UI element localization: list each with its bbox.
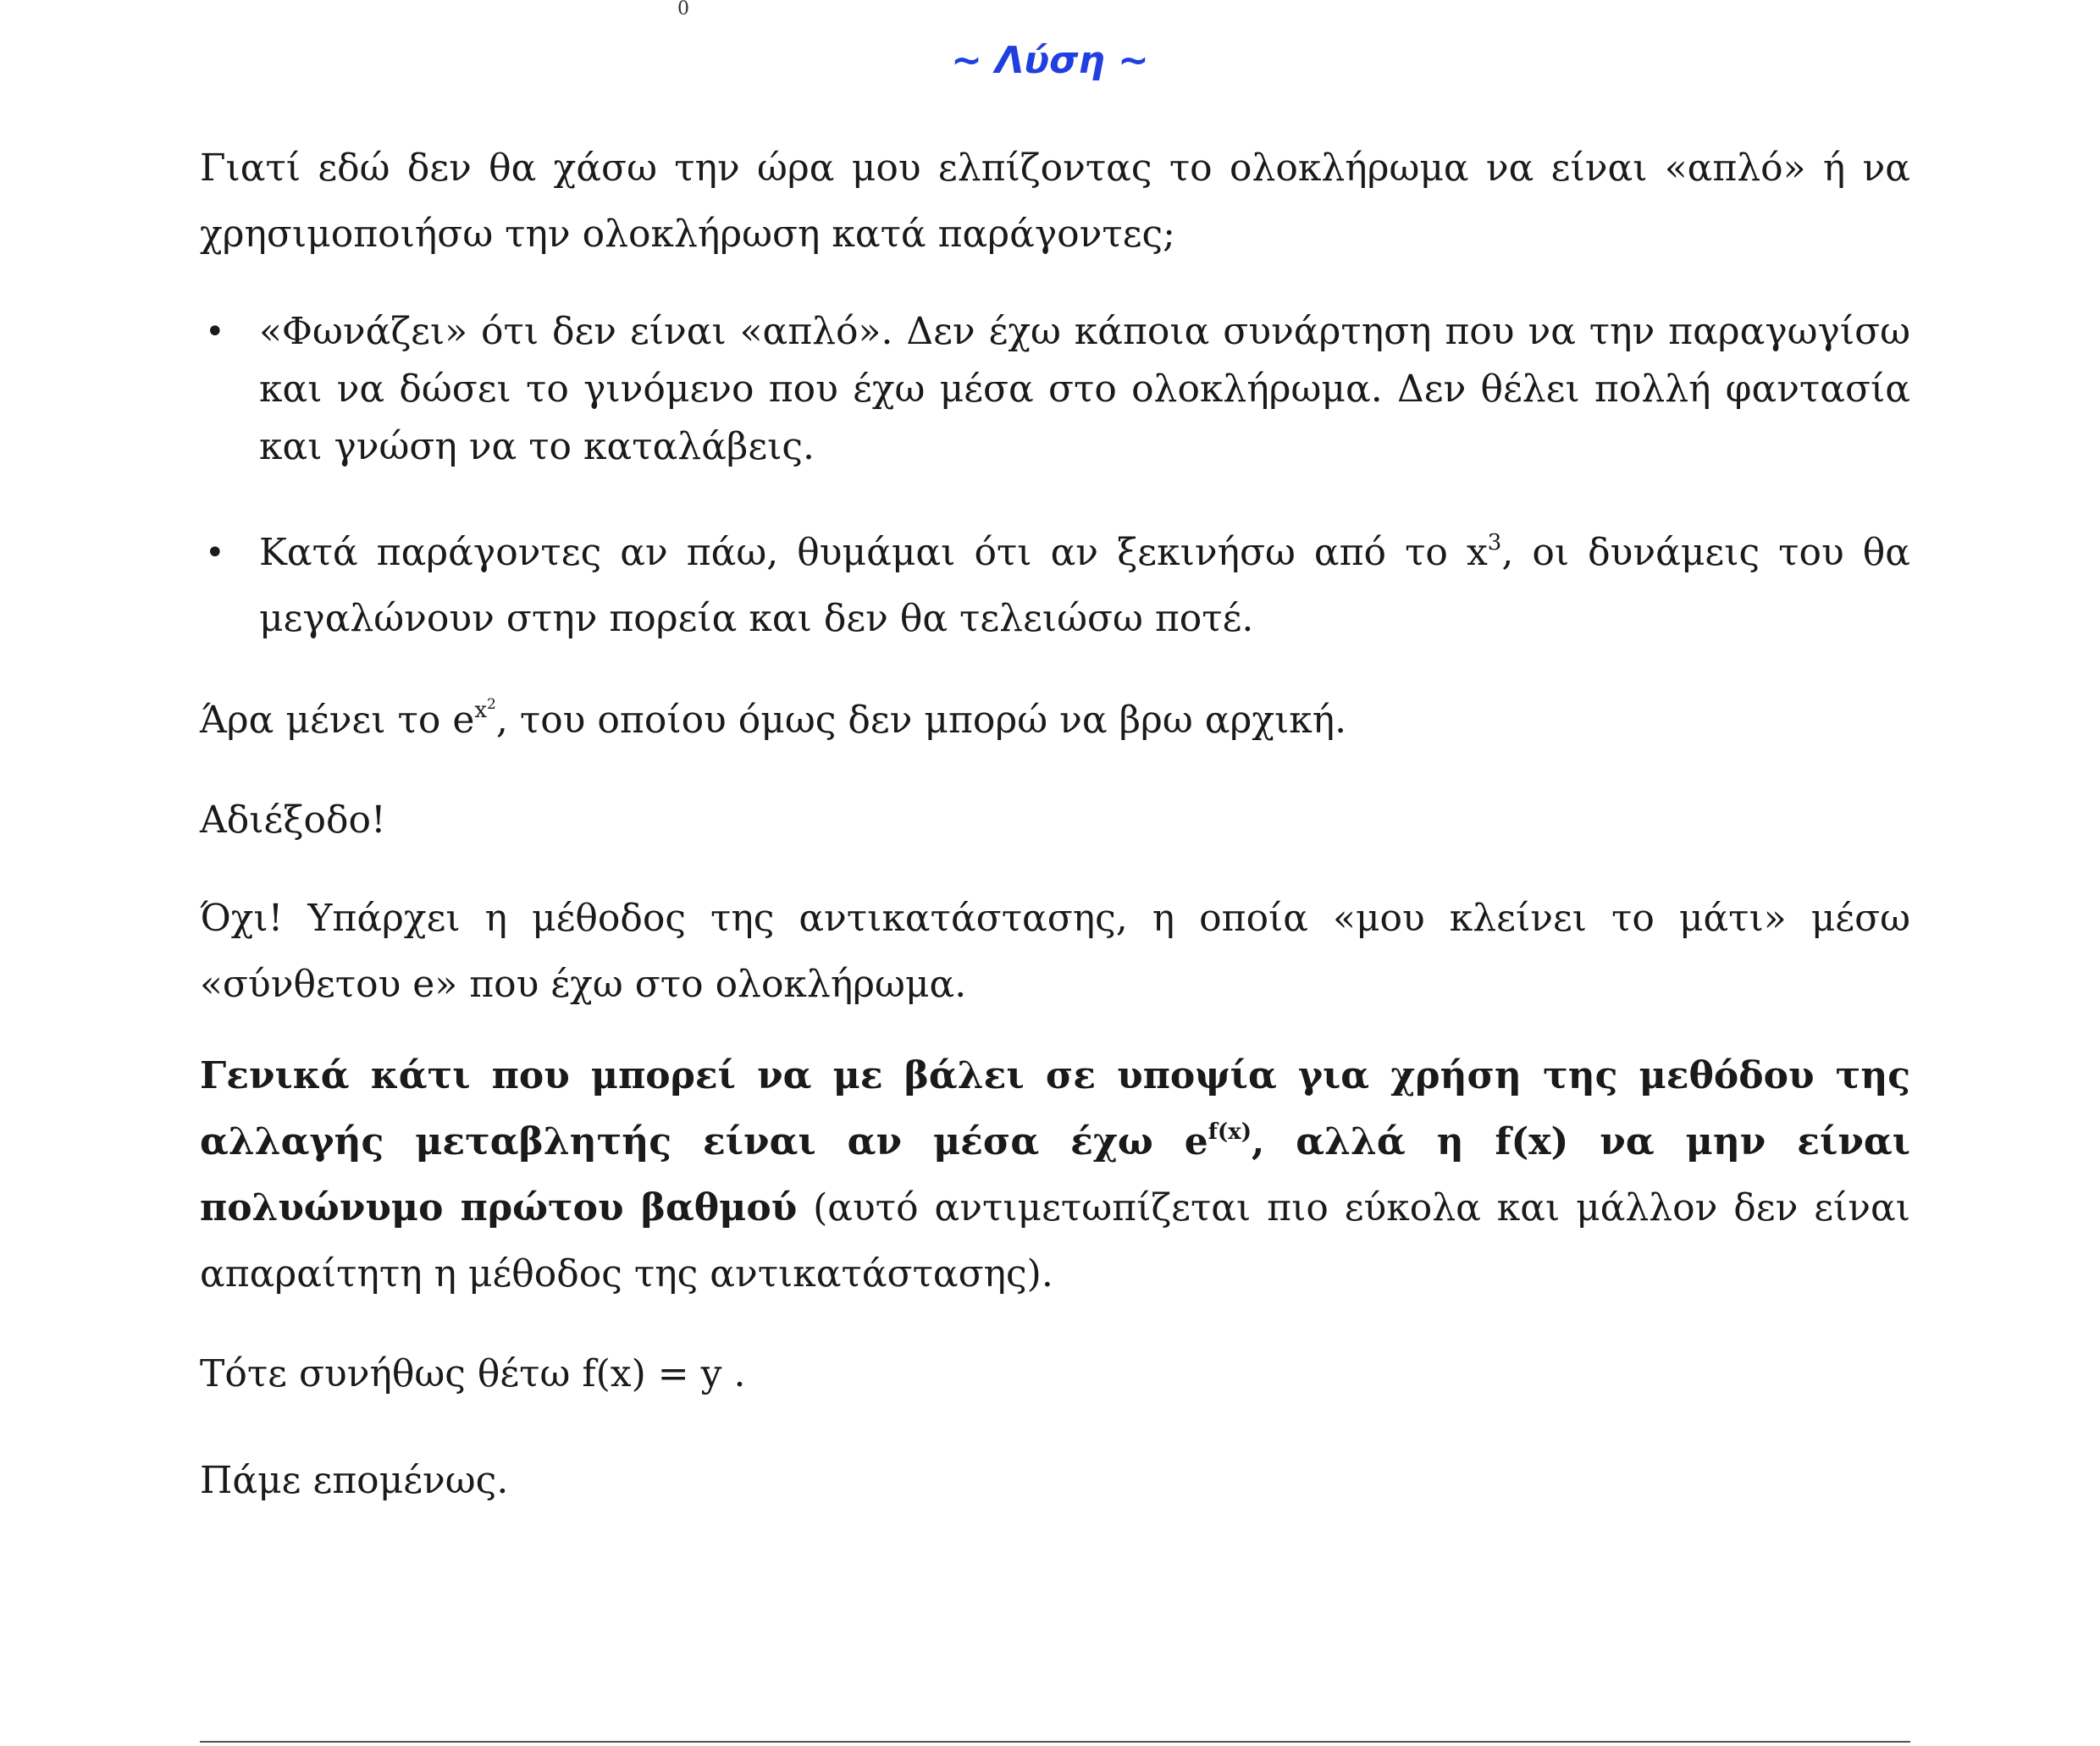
exponent-base: x2: [474, 696, 496, 723]
bullet-text-after: , οι δυνάμεις του θα μεγαλώνουν στην πορεία και δεν θα τελειώσω ποτέ.: [259, 531, 1910, 640]
intro-paragraph: Γιατί εδώ δεν θα χάσω την ώρα μου ελπίζοντας το ολοκλήρωμα να είναι «απλό» ή να χρησιμοποιήσω την ολοκλήρωση κατά παράγοντες;: [200, 146, 1910, 256]
next-line: Πάμε επομένως.: [200, 1459, 509, 1502]
bullet-icon: •: [205, 312, 225, 351]
remaining-text-before: Άρα μένει το e: [200, 699, 475, 742]
exponent: 3: [1487, 530, 1502, 555]
section-heading: ~ Λύση ~: [951, 39, 1149, 82]
remaining-paragraph: [200, 688, 1910, 754]
substitution-paragraph: Όχι! Υπάρχει η μέθοδος της αντικατάστασης, η οποία «μου κλείνει το μάτι» μέσω «σύνθετου e» που έχω στο ολοκλήρωμα.: [200, 897, 1910, 1006]
list-item: [200, 520, 1910, 652]
reasons-list: [200, 303, 1910, 652]
exponent-power: 2: [487, 696, 496, 713]
rule-bold-before: Γενικά κάτι που μπορεί να με βάλει σε υποψία για χρήση της μεθόδου της αλλαγής μεταβλητής είναι αν μέσα έχω e: [200, 1054, 1910, 1163]
page-mark: 0: [677, 0, 689, 19]
document-body: [200, 135, 1910, 1514]
bullet-text-before: Κατά παράγοντες αν πάω, θυμάμαι ότι αν ξεκινήσω από το x: [259, 531, 1488, 574]
page-rule: [200, 1741, 1910, 1743]
rule-normal-after: (αυτό αντιμετωπίζεται πιο εύκολα και μάλλον δεν είναι απαραίτητη η μέθοδος της αντικατάστασης).: [200, 1186, 1910, 1296]
bullet-text: «Φωνάζει» ότι δεν είναι «απλό». Δεν έχω κάποια συνάρτηση που να την παραγωγίσω και να δώσει το γινόμενο που έχω μέσα στο ολοκλήρωμα. Δεν θέλει πολλή φαντασία και γνώση να το καταλάβεις.: [259, 310, 1910, 468]
set-line: Τότε συνήθως θέτω f(x) = y .: [200, 1352, 746, 1395]
list-item: [200, 303, 1910, 476]
dead-end-text: Αδιέξοδο!: [200, 798, 386, 842]
exponent: f(x): [1208, 1119, 1252, 1145]
bullet-icon: •: [205, 533, 225, 572]
general-rule-paragraph: [200, 1043, 1910, 1307]
remaining-text-after: , του οποίου όμως δεν μπορώ να βρω αρχική.: [495, 699, 1347, 742]
rule-bold-after: , αλλά η f(x) να μην είναι πολυώνυμο πρώτου βαθμού: [200, 1120, 1910, 1229]
